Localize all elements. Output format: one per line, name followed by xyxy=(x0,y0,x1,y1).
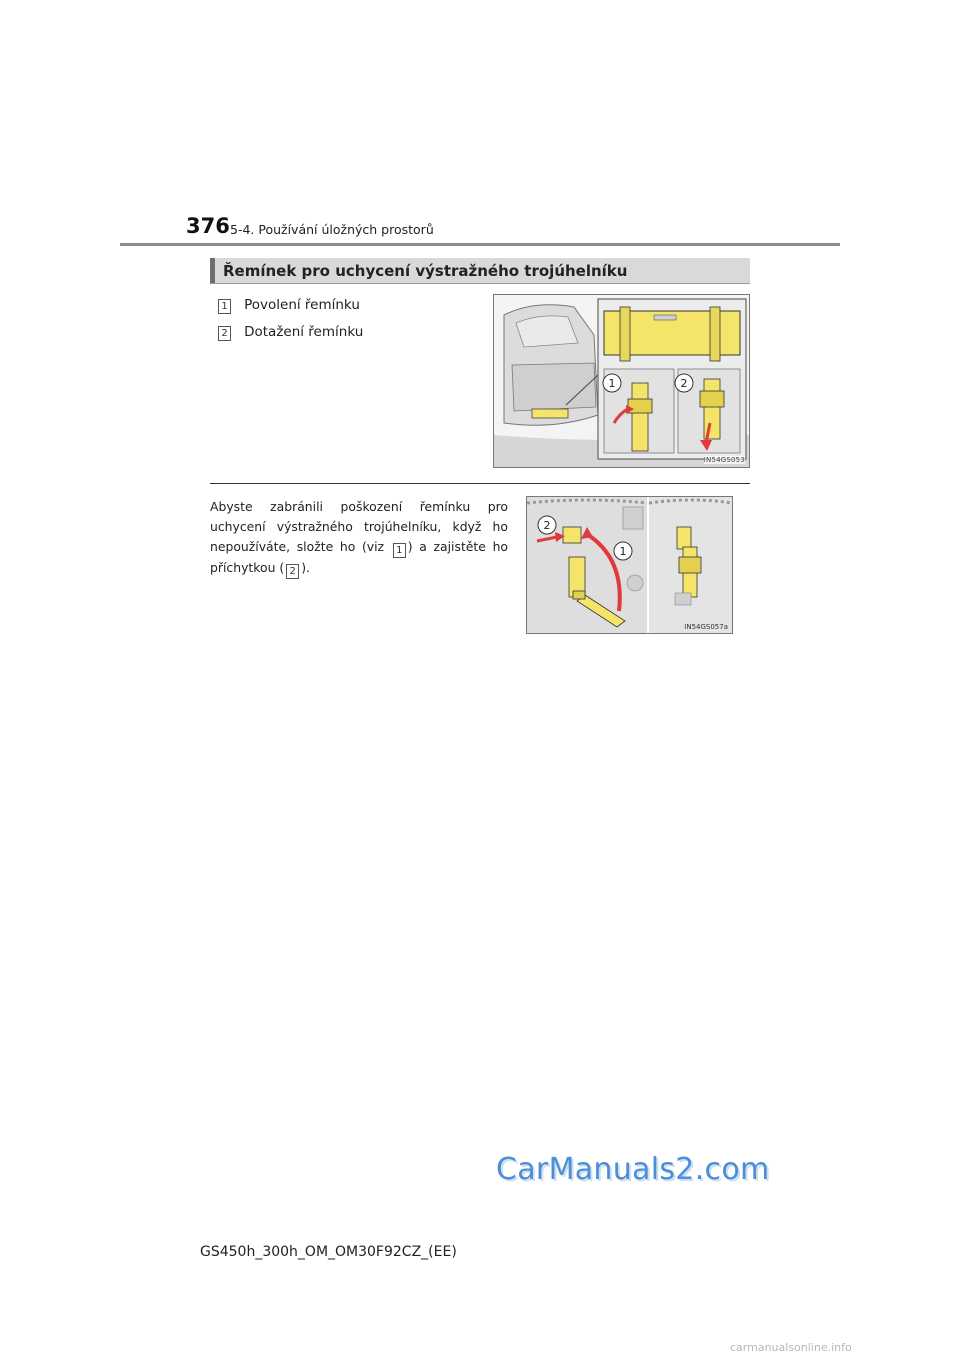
site-watermark: CarManuals2.com xyxy=(496,1152,770,1187)
header-rule xyxy=(120,243,840,246)
note-ref-badge-2: 2 xyxy=(286,564,299,579)
section-heading-bar xyxy=(210,258,215,283)
note-paragraph xyxy=(210,497,508,579)
note-text-part1: Abyste zabránili poškození řemínku pro uchycení výstražného trojúhelníku, když ho nepoužíváte, složte ho (viz xyxy=(210,499,508,554)
figure2-callout-1: 1 xyxy=(619,545,627,558)
page-number: 376 xyxy=(186,214,230,238)
trunk-strap-illustration xyxy=(494,295,749,467)
strap-figure-fold xyxy=(526,496,733,634)
fold-strap-illustration xyxy=(527,497,732,633)
figure1-callout-1: 1 xyxy=(608,377,616,390)
step-text: Dotažení řemínku xyxy=(244,324,364,340)
note-ref-badge-1: 1 xyxy=(393,543,406,558)
step-item-1 xyxy=(218,294,360,314)
strap-figure-trunk xyxy=(493,294,750,468)
corner-watermark: carmanualsonline.info xyxy=(730,1341,852,1354)
figure1-code: IN54GS053 xyxy=(703,456,745,464)
note-text-part2: ) a zajistěte ho příchytkou ( xyxy=(210,539,508,575)
separator-rule xyxy=(210,483,750,484)
step-text: Povolení řemínku xyxy=(244,297,360,313)
step-item-2 xyxy=(218,321,363,341)
figure2-callout-2: 2 xyxy=(543,519,551,532)
section-heading-text: Řemínek pro uchycení výstražného trojúhelníku xyxy=(223,262,628,280)
note-text-part3: ). xyxy=(301,560,310,575)
figure2-code: IN54GS057a xyxy=(684,623,728,631)
figure1-callout-2: 2 xyxy=(680,377,688,390)
section-title: 5-4. Používání úložných prostorů xyxy=(230,222,434,237)
section-heading xyxy=(210,258,750,284)
footer-model-code: GS450h_300h_OM_OM30F92CZ_(EE) xyxy=(200,1244,457,1260)
step-number-badge: 1 xyxy=(218,299,231,314)
step-number-badge: 2 xyxy=(218,326,231,341)
